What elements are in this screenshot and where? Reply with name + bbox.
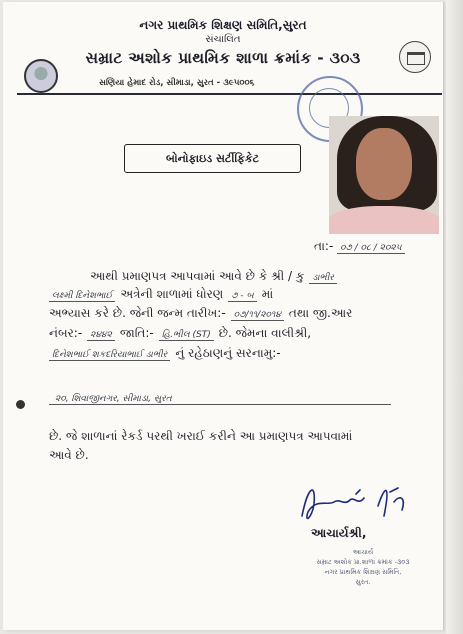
page-edge [446, 0, 463, 634]
school-address: સણિયા હેમાદ રોડ, સીમાડા, સુરત - ૩૯૫૦૦૬ [99, 78, 255, 88]
body-text: છે. જે શાળાનાં રેકર્ડ પરથી ખરાઈ કરીને આ પ્રમાણપત્ર આપવામાં [49, 429, 353, 443]
hole-punch-mark [16, 400, 25, 409]
body-text: નું રહેઠાણનું સરનામુ:- [175, 346, 281, 360]
student-name-field: લક્ષ્મી દિનેશભાઈ [49, 291, 115, 302]
body-line-5 [49, 346, 281, 361]
school-name: સમ્રાટ અશોક પ્રાથમિક શાળા ક્રમાંક - ૩૦૩ [85, 49, 361, 67]
date-value: ૦૭ / ૦૮ / ૨૦૨૫ [337, 243, 404, 254]
stamp-line: સુરત. [355, 578, 371, 586]
principal-signature [294, 476, 419, 528]
body-text: નંબર:- [49, 326, 83, 340]
committee-logo-icon [399, 41, 431, 73]
body-text: માં [261, 287, 274, 301]
body-line-4 [49, 326, 311, 341]
student-photo [329, 116, 439, 234]
body-text: અત્રેની શાળામાં ધોરણ [120, 287, 224, 301]
date-line [314, 239, 405, 254]
body-text: અભ્યાસ કરે છે. જેની જન્મ તારીખ:- [49, 306, 226, 320]
body-line-3 [49, 306, 352, 321]
principal-title: આચાર્યશ્રી, [311, 526, 367, 540]
date-label: તા:- [314, 239, 334, 253]
body-text: છે. જેમના વાલીશ્રી, [218, 326, 312, 340]
birth-date-field: ૦૭/૧૧/૨૦૧૪ [231, 310, 284, 321]
header-divider [17, 93, 442, 95]
body-line-7 [49, 429, 352, 444]
gr-number-field: ૨૪૪૨ [87, 330, 115, 341]
body-text: આવે છે. [49, 448, 89, 462]
standard-field: ૭ - બ [228, 291, 256, 302]
stamp-line: સમ્રાટ અશોક પ્રા.શાળા ક્રમાંક -૩૦૩ [316, 558, 410, 566]
certificate-title: બોનોફાઇડ સર્ટીફિકેટ [124, 144, 301, 173]
body-text: તથા જી.આર [288, 306, 353, 320]
guardian-name-field: દિનેશભાઈ શકદરિયાભાઈ ડાભીર [49, 350, 170, 361]
school-logo-icon [24, 59, 58, 93]
stamp-line: નગર પ્રાથમિક શિક્ષણ સમિતિ, [324, 568, 402, 576]
address-field: ૨૦, શિવાજીનગર, સીમાડા, સુરત [49, 394, 391, 405]
principal-stamp [283, 547, 443, 587]
body-text: આથી પ્રમાણપત્ર આપવામાં આવે છે કે શ્રી / કુ [90, 269, 305, 283]
certificate-page [3, 2, 443, 630]
org-name: નગર પ્રાથમિક શિક્ષણ સમિતિ,સુરત [139, 18, 307, 32]
stamp-line: આચાર્ય [352, 548, 374, 556]
body-text: જાતિ:- [119, 326, 154, 340]
body-line-2 [49, 287, 273, 302]
student-surname-field: ડાભીર [309, 273, 337, 284]
caste-field: હિ.ભીલ (ST) [159, 330, 214, 341]
run-by-label: સંચાલિત [205, 34, 241, 45]
body-line-1 [90, 269, 337, 284]
body-line-8 [49, 448, 89, 463]
